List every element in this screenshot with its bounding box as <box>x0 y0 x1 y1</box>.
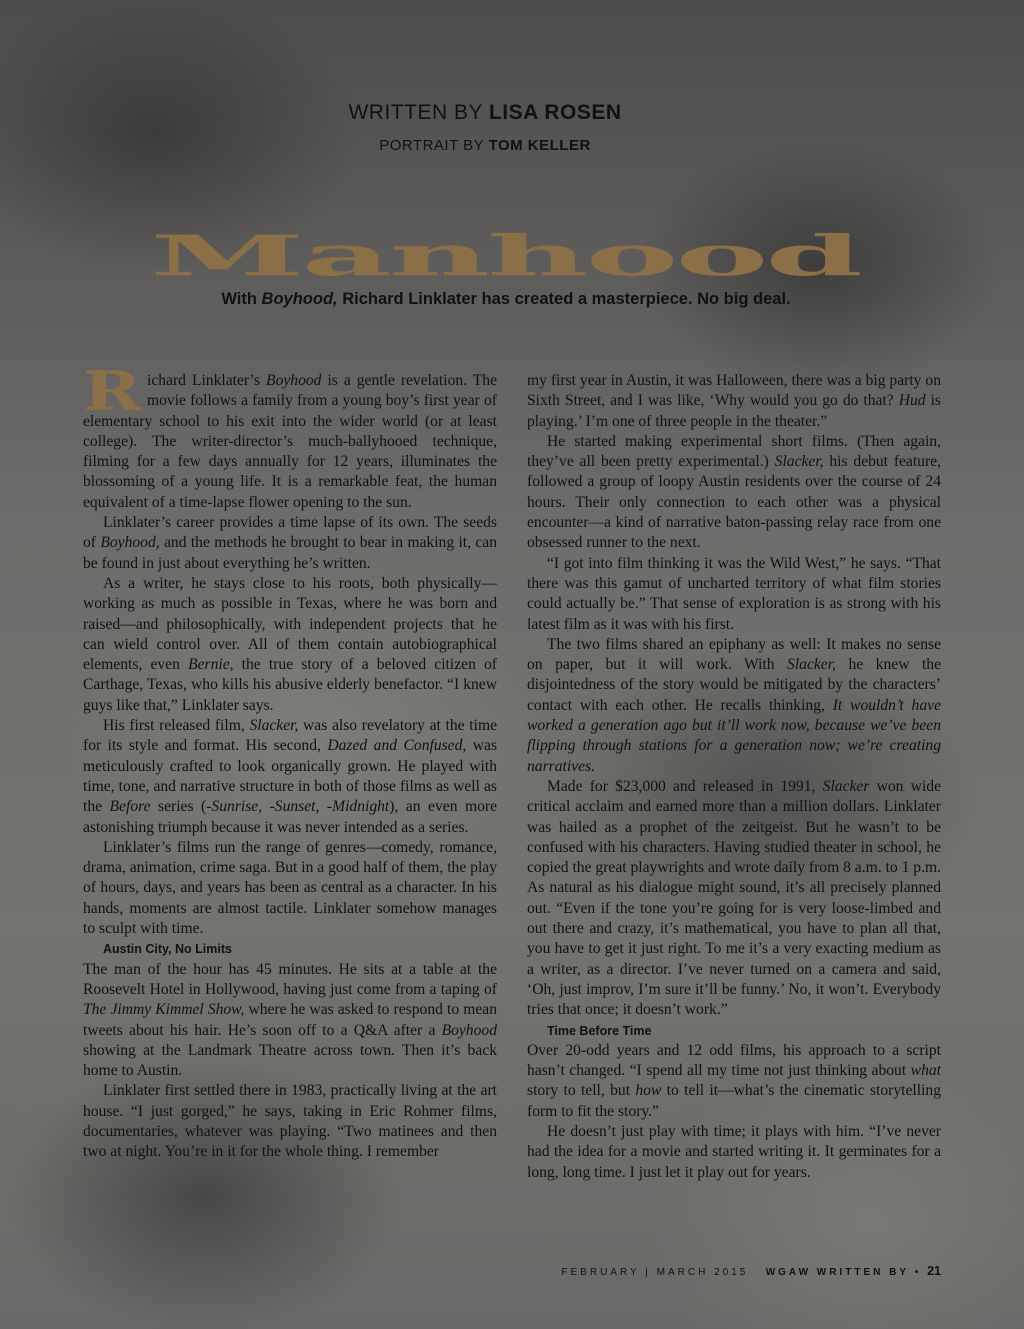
byline-writer-prefix: WRITTEN BY <box>348 101 483 124</box>
page-number: 21 <box>927 1264 941 1278</box>
dek-after: Richard Linklater has created a masterpiece. No big deal. <box>337 290 791 308</box>
paragraph: The two films shared an epiphany as well: It makes no sense on paper, but it will work. With Slacker, he knew the disjointedness of the story would be mitigated by the characters’ contact with each other. He recalls thinking, It wouldn’t have worked a generation ago but it’ll work now, because we’ve been flipping through stations for a generation now; we’re creating narratives. <box>527 635 941 775</box>
paragraph: He doesn’t just play with time; it plays with him. “I’ve never had the idea for a movie and started writing it. It germinates for a long, long time. I just let it play out for years. <box>527 1122 941 1181</box>
article-column-left <box>83 359 498 1163</box>
footer-publication: WGAW WRITTEN BY <box>765 1267 910 1278</box>
article-dek <box>0 290 1012 309</box>
paragraph: Linklater’s films run the range of genres—comedy, romance, drama, animation, crime saga. But in a good half of them, the play of hours, days, and years has been as central as a character. In his hands, moments are almost tactile. Linklater somehow manages to sculpt with time. <box>83 838 497 938</box>
byline-writer <box>0 101 970 125</box>
paragraph: Over 20-odd years and 12 odd films, his approach to a script hasn’t changed. “I spend all my time not just thinking about what story to tell, but how to tell it—what’s the cinematic storytelling form to fit the story.” <box>527 1041 942 1120</box>
footer-date: FEBRUARY | MARCH 2015 <box>561 1267 749 1278</box>
article-column-right <box>527 371 941 1183</box>
paragraph: The man of the hour has 45 minutes. He sits at a table at the Roosevelt Hotel in Hollywood, having just come from a taping of The Jimmy Kimmel Show, where he was asked to respond to mean tweets about his hair. He’s soon off to a Q&A after a Boyhood showing at the Landmark Theatre across town. Then it’s back home to Austin. <box>83 960 497 1080</box>
footer-separator: • <box>914 1267 922 1278</box>
dek-italic: Boyhood, <box>261 290 338 308</box>
dek-before: With <box>221 290 262 308</box>
article-headline: Manhood <box>150 223 860 289</box>
byline-photographer: TOM KELLER <box>488 137 591 154</box>
drop-cap: R <box>83 359 142 423</box>
paragraph: Made for $23,000 and released in 1991, Slacker won wide critical acclaim and earned more than a million dollars. Linklater was hailed as a prophet of the zeitgeist. But he wasn’t to be confused with his characters. Having studied theater in school, he copied the great playwrights and wrote daily from 8 a.m. to 1 p.m. As natural as his dialogue might sound, it’s all precisely planned out. “Even if the tone you’re going for is very loose-limbed and out there and crazy, it’s mathematical, you have to plan all that, you have to get it just right. To me it’s a very exacting medium as a writer, as a director. I’ve never turned on a camera and said, ‘Oh, just improv, I’m sure it’ll be funny.’ No, it won’t. Everybody tries that once; it doesn’t work.” <box>527 777 941 1019</box>
paragraph: He started making experimental short films. (Then again, they’ve all been pretty experimental.) Slacker, his debut feature, followed a group of loopy Austin residents over the course of 24 hours. Their only connection to each other was a physical encounter—a kind of narrative baton-passing relay race from one obsessed runner to the next. <box>527 432 941 552</box>
byline-portrait <box>0 137 970 154</box>
paragraph: “I got into film thinking it was the Wild West,” he says. “That there was this gamut of uncharted territory of what film stories could actually be.” That sense of exploration is as strong with his latest film as it was with his first. <box>527 554 941 633</box>
section-subhead: Time Before Time <box>547 1023 652 1038</box>
paragraph: my first year in Austin, it was Halloween, there was a big party on Sixth Street, and I was like, ‘Why would you go do that? Hud is playing.’ I’m one of three people in the theater.” <box>527 372 941 430</box>
byline-author: LISA ROSEN <box>488 101 622 124</box>
paragraph: Linklater’s career provides a time lapse of its own. The seeds of Boyhood, and the methods he brought to bear in making it, can be found in just about everything he’s written. <box>83 514 497 572</box>
paragraph: Linklater first settled there in 1983, practically living at the art house. “I just gorged,” he says, taking in Eric Rohmer films, documentaries, whatever was playing. “Two matinees and then two at night. You’re in it for the whole thing. I remember <box>83 1082 497 1161</box>
paragraph: Richard Linklater’s Boyhood is a gentle revelation. The movie follows a family from a young boy’s first year of elementary school to his exit into the wider world (or at least college). The writer-director’s much-ballyhooed technique, filming for a few days annually for 12 years, illuminates the blossoming of a young life. It is a remarkable feat, the human equivalent of a time-lapse flower opening to the sun. <box>83 359 497 511</box>
page-footer <box>561 1264 941 1278</box>
paragraph: As a writer, he stays close to his roots, both physically—working as much as possible in Texas, where he was born and raised—and philosophically, with independent projects that he can wield control over. All of them contain autobiographical elements, even Bernie, the true story of a beloved citizen of Carthage, Texas, who kills his abusive elderly benefactor. “I knew guys like that,” Linklater says. <box>83 574 497 714</box>
section-subhead: Austin City, No Limits <box>103 942 232 957</box>
paragraph: His first released film, Slacker, was also revelatory at the time for its style and format. His second, Dazed and Confused, was meticulously crafted to look organically grown. He played with time, tone, and narrative structure in both of those films as well as the Before series (-Sunrise, -Sunset, -Midnight), an even more astonishing triumph because it was never intended as a series. <box>83 717 498 836</box>
byline-portrait-prefix: PORTRAIT BY <box>379 137 484 154</box>
